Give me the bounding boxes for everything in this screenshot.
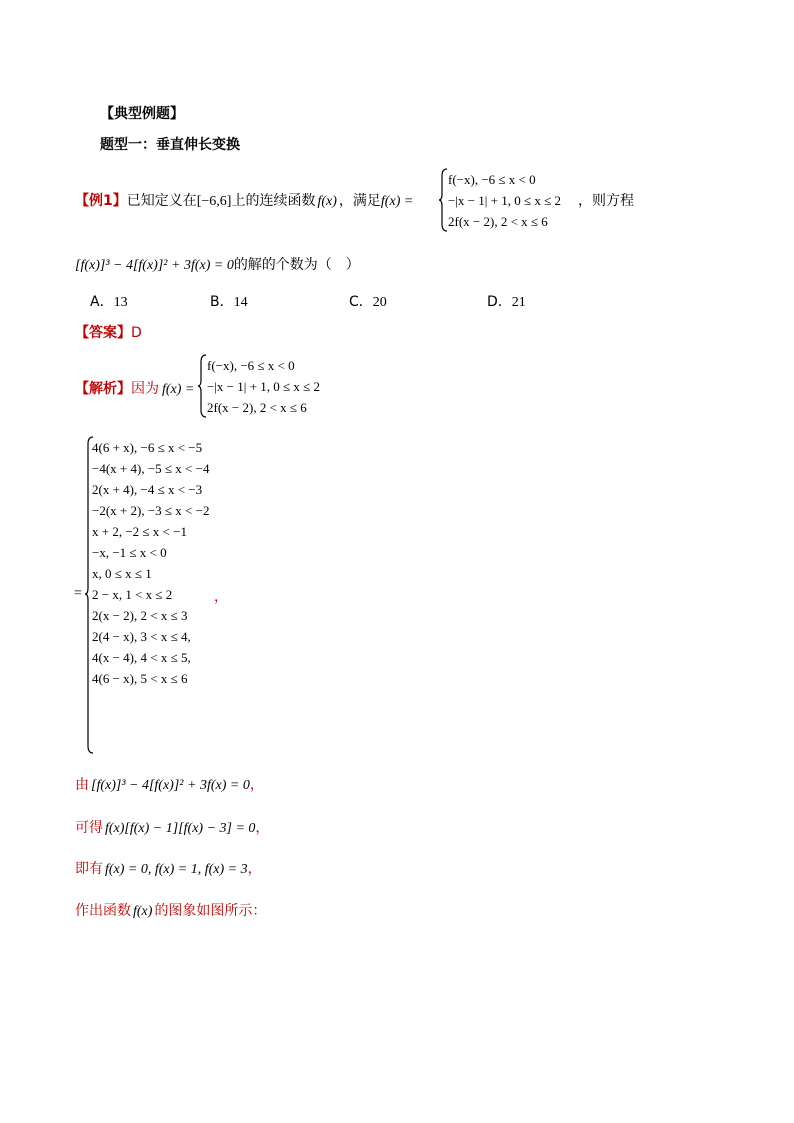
answer-value: D: [131, 325, 142, 341]
piecewise-row: 4(6 + x), −6 ≤ x < −5: [92, 440, 203, 455]
piecewise-row: 2(x + 4), −4 ≤ x < −3: [92, 482, 203, 497]
analysis-label: 【解析】: [75, 381, 131, 397]
step-4-tail: 的图象如图所示：: [154, 903, 267, 919]
answer: [75, 322, 142, 342]
analysis-case-1: f(−x), −6 ≤ x < 0: [207, 358, 295, 373]
section-title: 【典型例题】: [100, 106, 184, 122]
step-4-math: f(x): [133, 904, 153, 919]
piecewise-rows: [92, 437, 209, 689]
example-fx: f(x): [317, 194, 337, 209]
option-a: [90, 291, 128, 311]
type-title: 题型一：垂直伸长变换: [100, 137, 240, 153]
step-4-lead: 作出函数: [75, 903, 131, 919]
step-1-lead: 由: [75, 777, 89, 793]
step-4: [75, 900, 266, 920]
option-a-value: 13: [113, 295, 128, 310]
analysis-brace: [197, 354, 207, 418]
option-a-letter: A．: [90, 294, 114, 310]
option-c-letter: C．: [349, 294, 373, 310]
piecewise-row: 2 − x, 1 < x ≤ 2: [92, 587, 173, 602]
answer-label: 【答案】: [75, 325, 131, 341]
step-1-tail: ，: [249, 777, 264, 793]
example-brace: [438, 168, 448, 232]
example-text-c: ，满足: [338, 193, 381, 209]
example-case-3: 2f(x − 2), 2 < x ≤ 6: [448, 214, 548, 229]
step-2-tail: ，: [255, 820, 270, 836]
option-d-letter: D．: [487, 294, 512, 310]
piecewise-row: 4(x − 4), 4 < x ≤ 5,: [92, 650, 191, 665]
example-text-a: 已知定义在: [126, 193, 197, 209]
option-c: [349, 291, 387, 311]
step-3: [75, 858, 262, 878]
piecewise-row: 2(4 − x), 3 < x ≤ 4,: [92, 629, 191, 644]
analysis-case-3: 2f(x − 2), 2 < x ≤ 6: [207, 400, 307, 415]
piecewise-row: 4(6 − x), 5 < x ≤ 6: [92, 671, 188, 686]
example-label: 【例1】: [75, 193, 127, 209]
piecewise-row: x, 0 ≤ x ≤ 1: [92, 566, 152, 581]
step-3-lead: 即有: [75, 861, 103, 877]
piecewise-row: −x, −1 ≤ x < 0: [92, 545, 167, 560]
analysis-cases: [207, 355, 320, 418]
option-d-value: 21: [511, 295, 526, 310]
analysis-fx-eq: f(x) =: [162, 382, 195, 397]
piecewise-eq: =: [74, 586, 82, 601]
step-2: [75, 817, 269, 837]
example-cases: [448, 169, 561, 232]
piecewise-row: −4(x + 4), −5 ≤ x < −4: [92, 461, 210, 476]
example-interval: [−6,6]: [196, 194, 232, 209]
example-equation: [f(x)]³ − 4[f(x)]² + 3f(x) = 0: [75, 258, 234, 273]
option-b-letter: B．: [210, 294, 234, 310]
example-case-1: f(−x), −6 ≤ x < 0: [448, 172, 536, 187]
example-text-b: 上的连续函数: [231, 193, 316, 209]
analysis-intro: [75, 378, 194, 398]
step-1: [75, 774, 264, 794]
analysis-lead: 因为: [131, 381, 159, 397]
step-3-math: f(x) = 0, f(x) = 1, f(x) = 3: [105, 862, 248, 877]
analysis-case-2: −|x − 1| + 1, 0 ≤ x ≤ 2: [207, 379, 320, 394]
step-1-math: [f(x)]³ − 4[f(x)]² + 3f(x) = 0: [91, 778, 250, 793]
step-2-math: f(x)[f(x) − 1][f(x) − 3] = 0: [105, 821, 256, 836]
option-b-value: 14: [233, 295, 248, 310]
step-2-lead: 可得: [75, 820, 103, 836]
example-equation-line: [75, 254, 360, 274]
option-c-value: 20: [372, 295, 387, 310]
example-text-e: 的解的个数为（ ）: [233, 257, 360, 273]
example-fx-eq: f(x) =: [380, 194, 414, 209]
piecewise-comma: ，: [214, 589, 228, 605]
example-case-2: −|x − 1| + 1, 0 ≤ x ≤ 2: [448, 193, 561, 208]
step-3-tail: ，: [247, 861, 262, 877]
example-text-d: ，则方程: [578, 193, 634, 209]
piecewise-row: 2(x − 2), 2 < x ≤ 3: [92, 608, 188, 623]
piecewise-row: x + 2, −2 ≤ x < −1: [92, 524, 187, 539]
example-intro: [75, 190, 413, 210]
option-b: [210, 291, 248, 311]
piecewise-row: −2(x + 2), −3 ≤ x < −2: [92, 503, 210, 518]
option-d: [487, 291, 526, 311]
